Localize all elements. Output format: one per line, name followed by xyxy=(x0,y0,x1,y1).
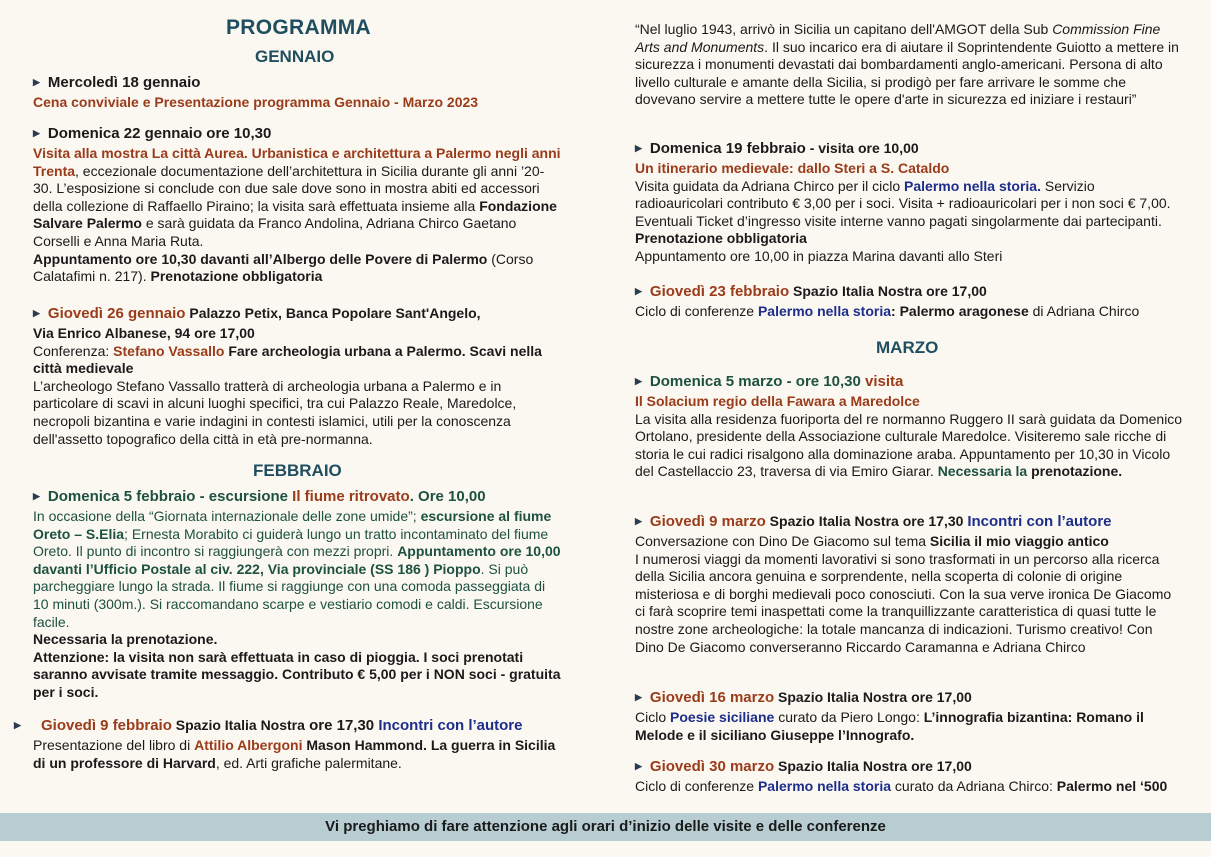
month-heading-march: MARZO xyxy=(876,338,939,357)
event-text: Conversazione con Dino De Giacomo sul tema xyxy=(635,533,930,549)
event-time: - visita ore 10,00 xyxy=(805,140,919,156)
event-feb-5 xyxy=(33,487,563,702)
event-series: Palermo nella storia. xyxy=(904,177,1041,194)
event-text: In occasione della “Giornata internazionale delle zone umide”; xyxy=(33,508,421,524)
triangle-right-icon: ▶ xyxy=(33,491,40,501)
event-text: Ciclo xyxy=(635,709,671,725)
event-type: visita xyxy=(860,373,904,390)
event-time: ore 17,30 xyxy=(304,717,379,734)
event-date: Domenica 22 gennaio ore 10,30 xyxy=(47,125,272,142)
event-address: Via Enrico Albanese, 94 ore 17,00 xyxy=(33,325,255,341)
event-title: Cena conviviale e Presentazione programma Gennaio - Marzo 2023 xyxy=(33,94,479,110)
event-text: ; Ernesta Morabito ci guiderà lungo un tratto incontaminato del fiume Oreto. Il punto di incontro si raggiungerà con mezzi propri. xyxy=(33,525,549,560)
triangle-right-icon: ▶ xyxy=(635,761,642,771)
event-text: curato da Piero Longo: xyxy=(774,709,924,725)
event-jan-18 xyxy=(33,73,478,112)
booking-note: Prenotazione obbligatoria xyxy=(635,230,807,247)
triangle-right-icon: ▶ xyxy=(33,308,40,318)
event-title: Il Solacium regio della Fawara a Maredolce xyxy=(635,393,920,409)
triangle-right-icon: ▶ xyxy=(635,376,642,386)
event-text: di Adriana Chirco xyxy=(1028,303,1140,319)
event-place: Spazio Italia Nostra ore 17,00 xyxy=(774,689,972,705)
quote-text: . Il suo incarico era di aiutare il Soprintendente Guiotto a mettere in sicurezza i monumenti devastati dai bombardamenti anglo-americani. Persona di alto livello culturale e amante della Sicilia, si prodigò per fare arrivare le somme che dovevano servire a mettere tutte le opere d'arte in sicurezza ed iniziare i restauri” xyxy=(635,38,1179,108)
event-date: Domenica 5 febbraio - escursione xyxy=(47,488,288,505)
event-mar-16 xyxy=(635,688,1185,744)
quote-text: “Nel luglio 1943, arrivò in Sicilia un capitano dell'AMGOT della Sub xyxy=(635,21,1053,37)
event-date: Giovedì 30 marzo xyxy=(649,758,775,775)
triangle-right-icon: ▶ xyxy=(33,77,40,87)
event-place: Spazio Italia Nostra ore 17,00 xyxy=(789,283,987,299)
event-topic: : Palermo aragonese xyxy=(891,303,1029,319)
author: Attilio Albergoni xyxy=(194,737,303,753)
month-heading-january: GENNAIO xyxy=(255,47,335,66)
event-feb-23 xyxy=(635,282,1139,321)
quote-italic: Commission Fine Arts and Monuments xyxy=(635,21,1161,55)
event-text: Ciclo di conferenze xyxy=(635,303,758,319)
event-jan-22 xyxy=(33,124,563,286)
event-date: Giovedì 26 gennaio xyxy=(47,305,186,322)
event-series: Incontri con l’autore xyxy=(967,513,1112,530)
event-text: , eccezionale documentazione dell’architettura in Sicilia durante gli anni ’20-30. L’esposizione si conclude con due sale dove sono in mostra abiti ed accessori della collezione di Raffaello Piraino; la visita sarà effettuata insieme alla xyxy=(33,162,545,214)
event-topic: Fare archeologia urbana a Palermo. Scavi nella città medievale xyxy=(33,342,542,377)
event-jan-26 xyxy=(33,304,563,448)
event-date: Domenica 5 marzo - ore 10,30 xyxy=(649,373,861,390)
triangle-right-icon: ▶ xyxy=(635,143,642,153)
triangle-right-icon: ▶ xyxy=(635,286,642,296)
triangle-right-icon: ▶ xyxy=(33,128,40,138)
event-place: Spazio Italia Nostra ore 17,00 xyxy=(774,758,972,774)
event-series: Incontri con l’autore xyxy=(378,717,523,734)
event-mar-9 xyxy=(635,512,1185,656)
appointment: Appuntamento ore 10,30 davanti all’Albergo delle Povere di Palermo xyxy=(33,250,488,267)
event-text: Servizio radioauricolari contributo € 3,00 per i soci. Visita + radioauricolari per i non soci € 7,00. Eventuali Ticket d’ingresso visite interne vanno pagati singolarmente dai partecipanti. xyxy=(635,177,1171,229)
booking-note: Necessaria la prenotazione. xyxy=(33,631,218,648)
event-text: curato da Adriana Chirco: xyxy=(891,778,1057,794)
booking-note: Necessaria la xyxy=(937,463,1028,480)
footer-notice: Vi preghiamo di fare attenzione agli orari d’inizio delle visite e delle conferenze xyxy=(0,813,1211,841)
booking-note: Prenotazione obbligatoria xyxy=(150,268,323,285)
event-description: L’archeologo Stefano Vassallo tratterà di archeologia urbana a Palermo e in particolare di scavi in alcuni luoghi specifici, tra cui Palazzo Reale, Maredolce, necropoli bizantina e varie indagini in contesti islamici, utili per la conoscenza dell'assetto topografico della città in età pre-normanna. xyxy=(33,377,517,447)
speaker: Stefano Vassallo xyxy=(113,342,225,359)
event-mar-5 xyxy=(635,372,1185,481)
event-title: Un itinerario medievale: dallo Steri a S. Cataldo xyxy=(635,160,950,176)
appointment: Appuntamento ore 10,00 in piazza Marina davanti allo Steri xyxy=(635,247,1003,264)
event-text: e sarà guidata da Franco Andolina, Adriana Chirco Gaetano Corselli e Anna Maria Ruta. xyxy=(33,215,517,249)
event-date: Giovedì 23 febbraio xyxy=(649,283,790,300)
event-text: . Si può parcheggiare lungo la strada. Il fiume si raggiunge con una comoda passeggiata di 10 minuti (300m.). Si raccomandano scarpe e vestiario comodi e caldi. Escursione facile. xyxy=(33,560,546,630)
triangle-right-icon: ▶ xyxy=(635,516,642,526)
triangle-right-icon: ▶ xyxy=(635,692,642,702)
event-date: Giovedì 9 marzo xyxy=(649,513,766,530)
address: (Corso Calatafimi n. 217). xyxy=(33,250,534,285)
warning-note: Attenzione: la visita non sarà effettuata in caso di pioggia. I soci prenotati saranno avvisate tramite messaggio. Contributo € 5,00 per i NON soci - gratuita per i soci. xyxy=(33,648,561,700)
event-place: Spazio Italia Nostra ore 17,30 xyxy=(765,513,968,529)
event-date: Domenica 19 febbraio xyxy=(649,140,806,157)
event-topic: L’innografia bizantina: Romano il Melode e il siciliano Giuseppe l’Innografo. xyxy=(635,709,1144,743)
event-mar-30 xyxy=(635,757,1167,796)
event-text: La visita alla residenza fuoriporta del re normanno Ruggero II sarà guidata da Domenico Ortolano, presidente della Associazione culturale Maredolce. Visiteremo sale ricche di storia le cui radici risalgono alla dominazione araba. Appuntamento per 10,30 in Vicolo del Castellaccio 23, traversa di via Emiro Giarar. xyxy=(635,410,1183,480)
event-feb-19 xyxy=(635,139,1185,266)
booking-note: prenotazione. xyxy=(1027,463,1123,480)
book-title: Mason Hammond. La guerra in Sicilia di un professore di Harvard xyxy=(33,737,556,771)
event-text: Ciclo di conferenze xyxy=(635,778,758,794)
event-topic: Palermo nel ‘500 xyxy=(1056,778,1168,794)
event-series: Poesie siciliane xyxy=(670,709,775,725)
event-text: Visita guidata da Adriana Chirco per il ciclo xyxy=(635,177,905,194)
page-title: PROGRAMMA xyxy=(226,16,372,39)
quote-block xyxy=(635,21,1185,109)
event-series: Palermo nella storia xyxy=(757,778,892,794)
event-title: Visita alla mostra La città Aurea. Urbanistica e architettura a Palermo negli anni Trenta xyxy=(33,145,561,179)
event-date: Giovedì 16 marzo xyxy=(649,689,775,706)
appointment: Appuntamento ore 10,00 davanti l’Ufficio Postale al civ. 222, Via provinciale (SS 186 ) Pioppo xyxy=(33,543,561,577)
event-highlight: escursione al fiume Oreto – S.Elia xyxy=(33,508,552,542)
event-title: Il fiume ritrovato xyxy=(288,488,410,505)
event-time: . Ore 10,00 xyxy=(409,488,486,505)
event-place: Palazzo Petix, Banca Popolare Sant'Angelo, xyxy=(185,305,481,321)
event-description: I numerosi viaggi da momenti lavorativi si sono trasformati in un percorso alla ricerca della Sicilia ancora genuina e sorprendente, nella scoperta di colonie di origine misteriosa e di borghi medievali poco conosciuti. Con la sua verve ironica De Giacomo ci farà scoprire temi inaspettati come la tranquillizzante caratteristica di quasi tutte le nostre zone archeologiche: la totale mancanza di indicazioni. Turismo creativo! Con Dino De Giacomo converseranno Riccardo Caramanna e Adriana Chirco xyxy=(635,550,1172,655)
event-text: Conferenza: xyxy=(33,342,114,359)
month-heading-february: FEBBRAIO xyxy=(253,461,342,480)
event-date: Giovedì 9 febbraio xyxy=(41,717,172,734)
event-date: Mercoledì 18 gennaio xyxy=(47,74,201,91)
event-text: , ed. Arti grafiche palermitane. xyxy=(215,754,402,771)
event-topic: Sicilia il mio viaggio antico xyxy=(929,533,1109,549)
event-feb-9: ▶ Giovedì 9 febbraio Spazio Italia Nostra ore 17,30 Incontri con l’autore Presentazione del libro di Attilio Albergoni Mason Hammond. La guerra in Sicilia di un professore di Harvard, ed. Arti grafiche palermitane. xyxy=(14,717,556,771)
event-series: Palermo nella storia xyxy=(757,303,892,319)
organization: Fondazione Salvare Palermo xyxy=(33,197,557,232)
event-place: Spazio Italia Nostra xyxy=(171,717,305,733)
event-text: Presentazione del libro di xyxy=(33,737,195,753)
